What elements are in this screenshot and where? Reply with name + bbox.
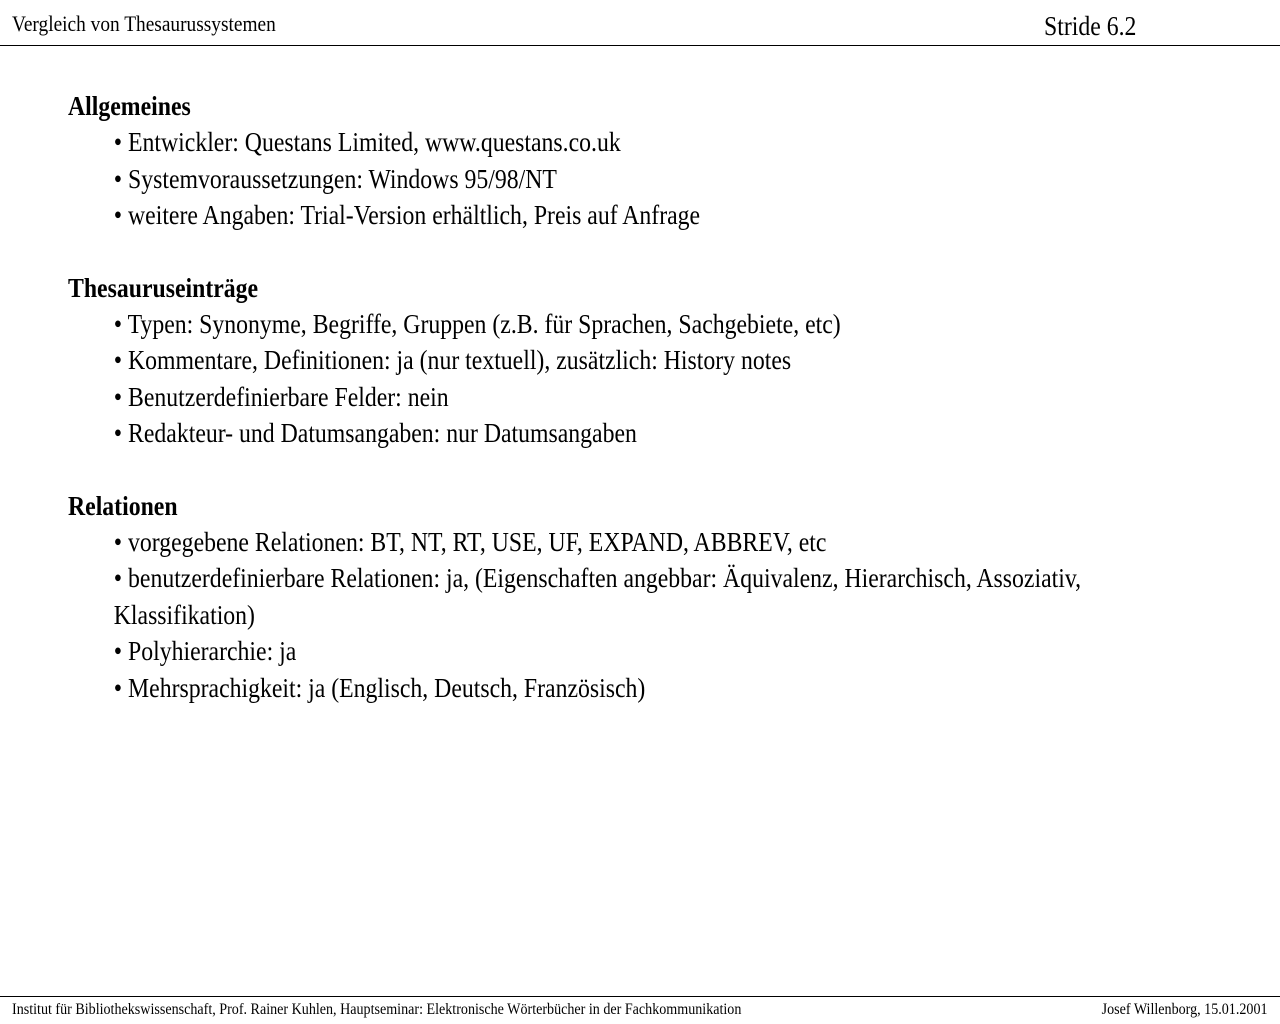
list-item: • benutzerdefinierbare Relationen: ja, (Eigenschaften angebbar: Äquivalenz, Hierarchisch, Assoziativ, Klassifikation)	[113, 563, 1082, 630]
section-thesauruseintraege	[68, 270, 1228, 452]
list-item: • Benutzerdefinierbare Felder: nein	[113, 381, 449, 412]
section-heading: Thesauruseinträge	[68, 272, 259, 303]
list-item: • vorgegebene Relationen: BT, NT, RT, USE, UF, EXPAND, ABBREV, etc	[113, 526, 827, 557]
list-item: • Redakteur- und Datumsangaben: nur Datumsangaben	[113, 418, 637, 448]
section-heading: Relationen	[68, 490, 178, 521]
list-item: • Polyhierarchie: ja	[113, 636, 297, 666]
slide-footer	[0, 996, 1280, 1024]
footer-institution: Institut für Bibliothekswissenschaft, Prof. Rainer Kuhlen, Hauptseminar: Elektronische Wörterbücher in der Fachkommunikation	[12, 1001, 742, 1018]
section-allgemeines	[68, 88, 1228, 234]
list-item: • Mehrsprachigkeit: ja (Englisch, Deutsch, Französisch)	[113, 672, 646, 703]
presentation-title: Vergleich von Thesaurussystemen	[12, 11, 276, 36]
list-item: • Typen: Synonyme, Begriffe, Gruppen (z.B. für Sprachen, Sachgebiete, etc)	[113, 308, 841, 339]
list-item: • Entwickler: Questans Limited, www.questans.co.uk	[113, 127, 621, 157]
slide-number: Stride 6.2	[1044, 11, 1137, 41]
list-item: • Systemvoraussetzungen: Windows 95/98/NT	[113, 163, 557, 194]
list-item: • Kommentare, Definitionen: ja (nur textuell), zusätzlich: History notes	[113, 345, 792, 375]
footer-author-date: Josef Willenborg, 15.01.2001	[1102, 1001, 1268, 1018]
slide-content	[68, 88, 1228, 742]
slide-header	[0, 0, 1280, 46]
section-relationen	[68, 488, 1228, 707]
section-heading: Allgemeines	[68, 91, 191, 121]
list-item: • weitere Angaben: Trial-Version erhältlich, Preis auf Anfrage	[113, 200, 701, 230]
